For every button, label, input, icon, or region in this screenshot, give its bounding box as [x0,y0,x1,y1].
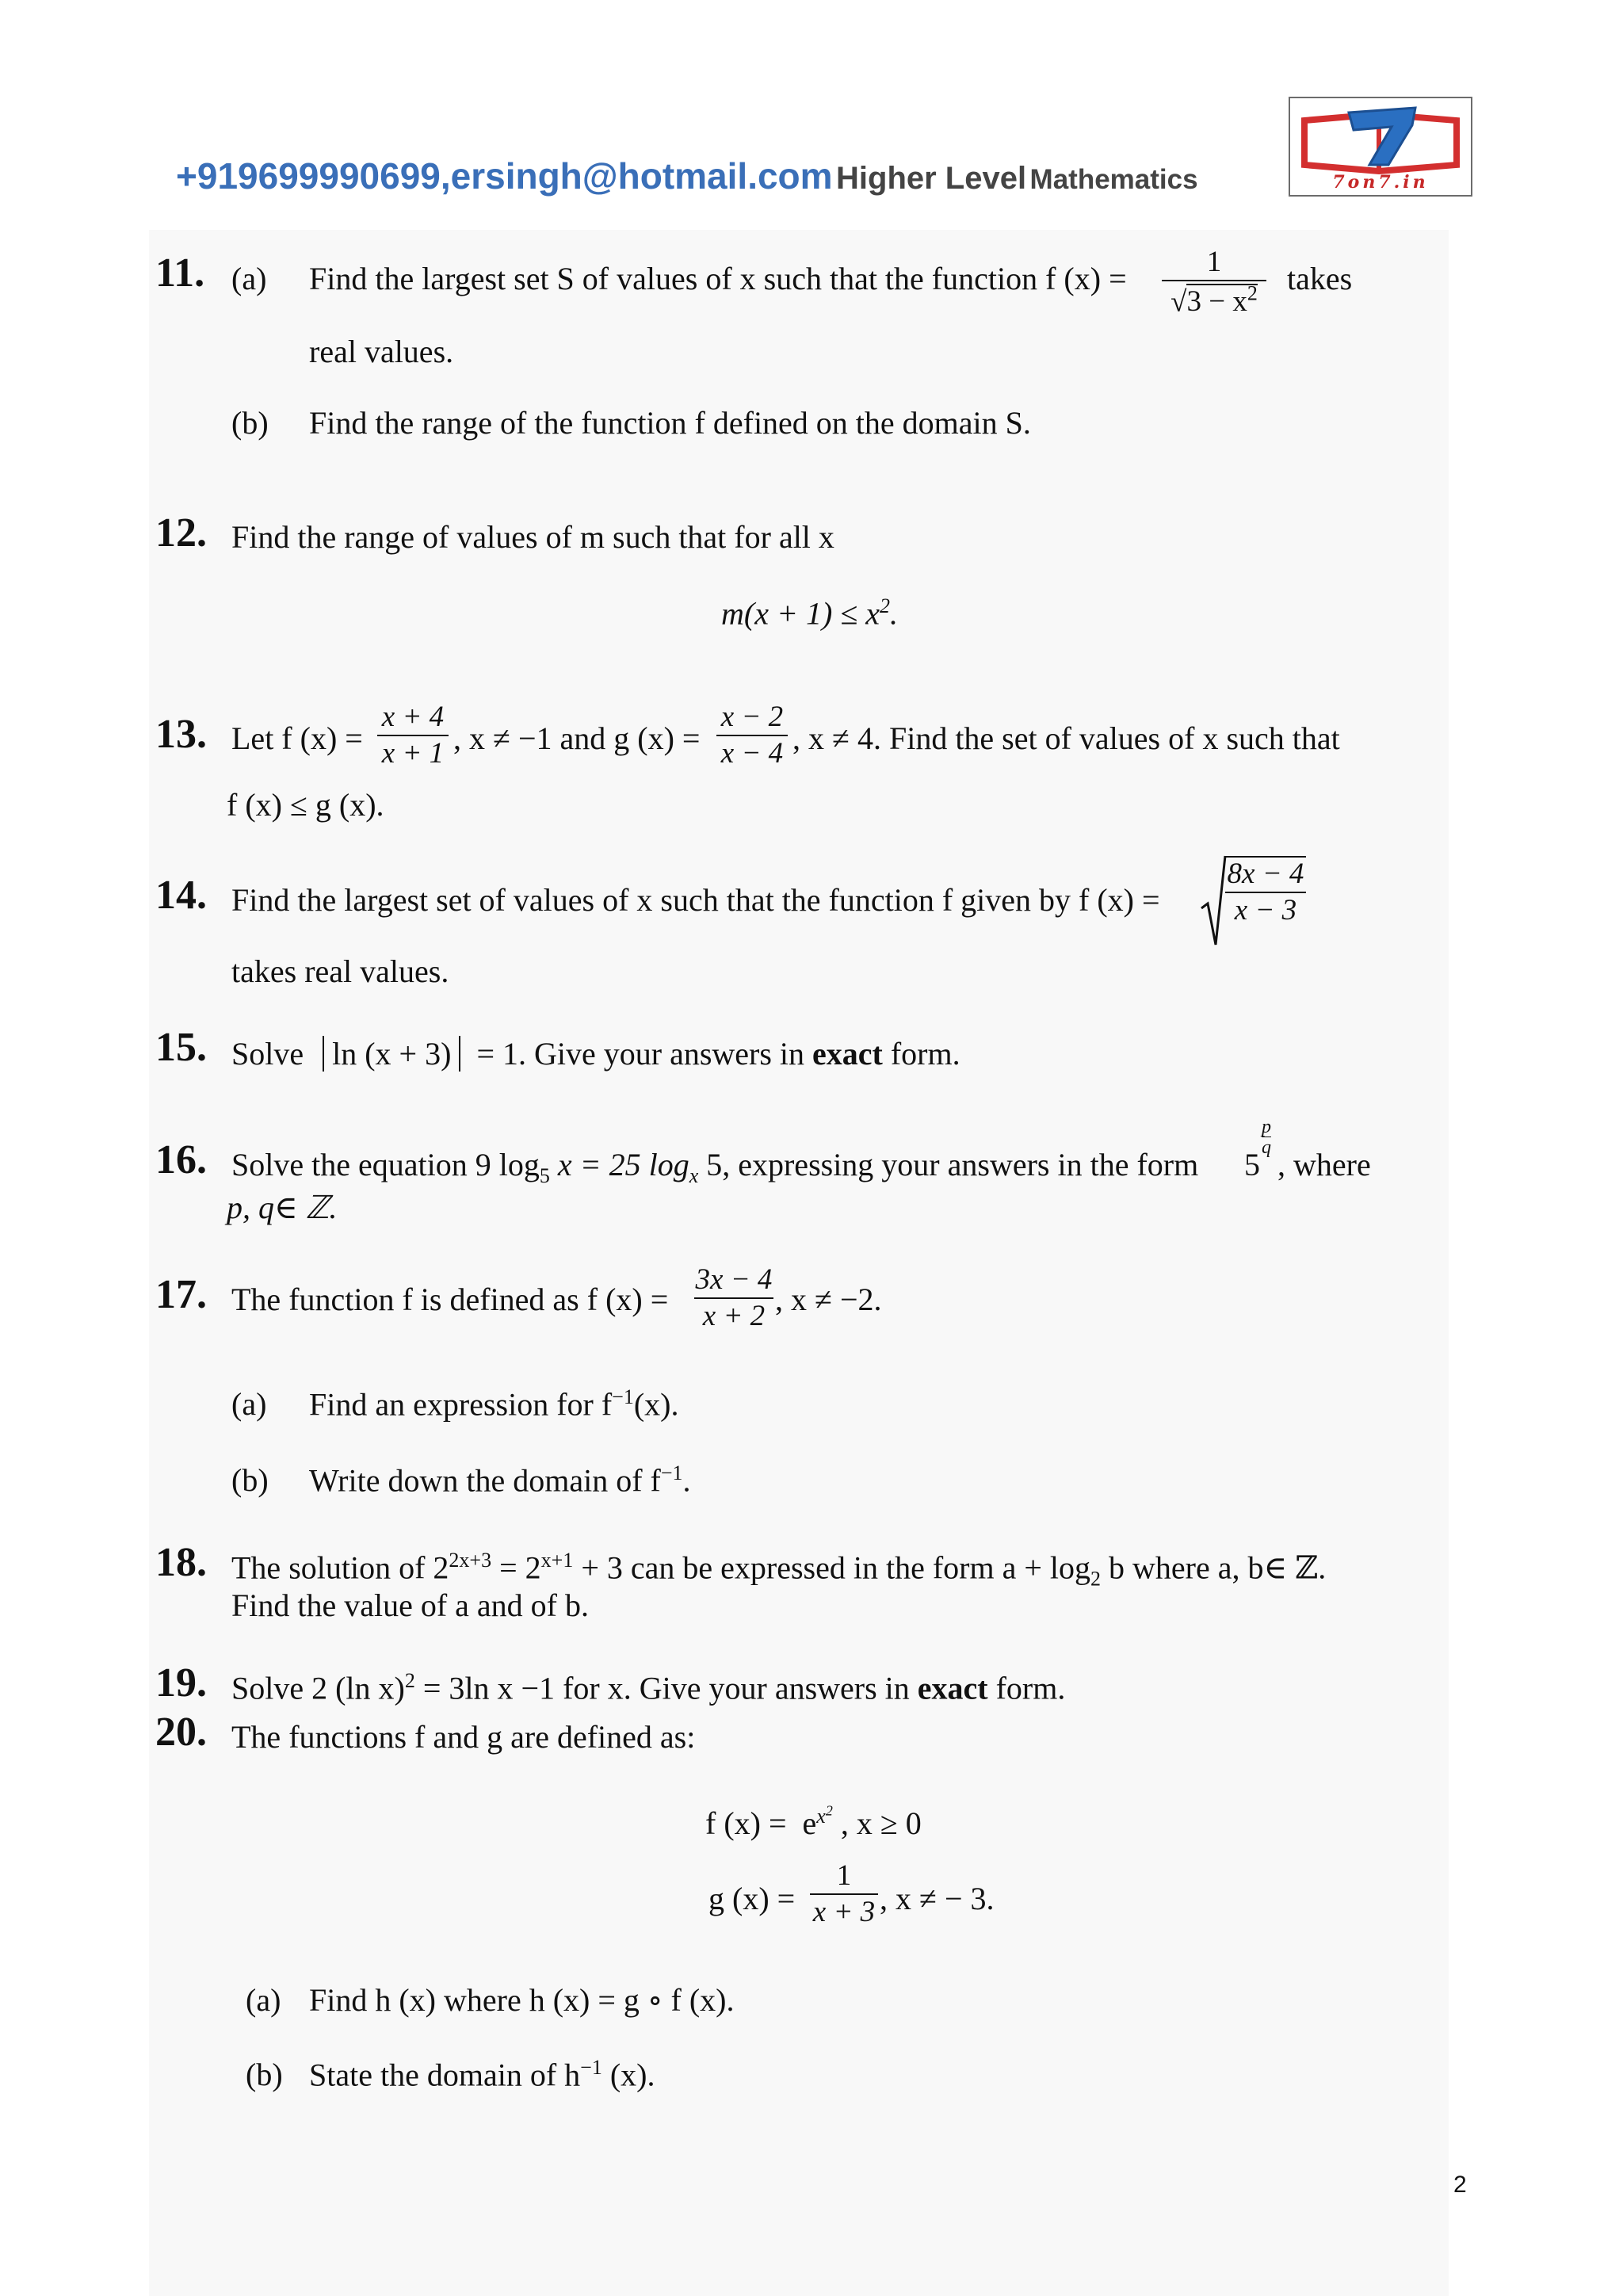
question-text: Find the range of values of m such that for all x [231,519,834,555]
question-text [309,1385,678,1423]
fraction-expression [694,1263,773,1334]
subject-label: Mathematics [1029,164,1198,195]
page-header [176,155,1198,197]
question-text: , x ≠ 4. Find the set of values of x such that [792,720,1340,756]
fraction-numerator: 1 [1206,246,1222,278]
function-definition [705,1802,922,1842]
question-number: 14. [155,873,207,918]
text-part: Solve 2 (ln x) [231,1670,405,1706]
equation-text: m(x + 1) ≤ x [721,595,880,632]
fraction-numerator: 8x − 4 [1227,858,1304,890]
subscript: x [689,1164,699,1187]
fraction-denominator: x − 3 [1234,893,1297,926]
question-text: , x ≠ − 3. [880,1881,995,1916]
question-number: 11. [155,250,205,296]
subscript: 5 [539,1164,550,1187]
sqrt-icon [1200,853,1227,948]
exp-exp: 2 [825,1802,833,1818]
question-text: Find the largest set S of values of x such that the function f (x) = [309,261,1127,296]
emphasis-text: exact [812,1036,883,1072]
emphasis-text: exact [917,1670,988,1706]
text-part: Find an expression for f [309,1386,613,1423]
question-text [231,1549,1326,1591]
text-part: , x ≥ 0 [840,1805,922,1841]
exp-var: x [816,1804,826,1828]
part-label: (a) [246,1982,281,2018]
part-label: (a) [231,1386,267,1422]
text-part: = 3ln x −1 for x. Give your answers in [414,1670,910,1706]
svg-text:7on7.in: 7on7.in [1332,172,1429,193]
equation-tail: . [889,595,898,632]
text-part: form. [995,1670,1066,1706]
question-number: 19. [155,1660,207,1706]
text-part: Write down the domain of f [309,1462,661,1499]
question-text: Find the largest set of values of x such that the function f given by f (x) = [231,882,1160,918]
radicand-text: 3 − x [1186,285,1247,318]
question-text: The functions f and g are defined as: [231,1719,696,1755]
text-part: f (x) = [705,1805,787,1841]
page-number: 2 [1453,2172,1467,2198]
superscript: 2x+3 [449,1549,492,1572]
text-part: (x). [601,2057,655,2093]
text-part: The solution of 2 [231,1549,449,1586]
superscript [816,1802,833,1828]
fraction-denominator: $√3 - x^2$ [1170,281,1258,318]
function-definition: g (x) = [708,1881,796,1916]
question-text: The function f is defined as f (x) = [231,1282,669,1317]
question-text: takes real values. [231,953,449,989]
fraction-denominator: x + 1 [381,736,445,770]
fraction-expression [1162,246,1266,319]
superscript: −1 [612,1385,634,1408]
fraction-denominator: x − 4 [720,736,784,770]
radical-sign [1200,853,1227,952]
question-text: Find the range of the function f defined on the domain S. [309,405,1031,441]
site-logo [1289,97,1472,197]
part-label: (b) [231,1462,269,1498]
fraction-numerator: 3x − 4 [695,1263,773,1296]
question-number: 15. [155,1025,207,1070]
superscript: 2 [404,1669,415,1692]
question-text [231,1669,1065,1706]
part-label: (b) [246,2057,283,2092]
level-label: Higher Level [836,161,1027,196]
superscript: −1 [660,1461,683,1484]
text-part: State the domain of h [309,2057,581,2093]
logo-graphic-icon [1290,98,1471,195]
question-text-tail: = 1. Give your answers in [476,1036,805,1072]
question-text: f (x) ≤ g (x). [227,787,384,823]
question-number: 13. [155,712,207,757]
text-part: Solve the equation 9 log [231,1147,540,1182]
fraction-expression [377,701,449,771]
question-number: 12. [155,510,207,556]
subscript: 2 [1090,1567,1102,1591]
fraction-denominator: x + 3 [812,1895,876,1928]
text-part: x = 25 log [557,1147,689,1182]
text-part: . [682,1462,691,1499]
question-text [309,1461,691,1499]
question-text: p, q∈ ℤ. [227,1190,338,1225]
radicand [1186,281,1258,318]
power-base: 5 [1244,1147,1260,1182]
question-text: Find the value of a and of b. [231,1587,589,1623]
question-text: real values. [309,334,454,369]
question-number: 17. [155,1272,207,1317]
fraction-denominator: x + 2 [702,1299,766,1332]
fraction-numerator: x − 2 [720,701,784,733]
fraction-expression [716,701,788,771]
question-word: Solve [231,1036,304,1072]
text-part: 5, expressing your answers in the form [706,1147,1199,1182]
question-text: , x ≠ −2. [775,1282,882,1317]
question-text [231,1035,960,1072]
question-text [231,1146,1198,1188]
question-text: Find h (x) where h (x) = g ∘ f (x). [309,1982,735,2018]
part-label: (b) [231,405,269,441]
exponent-denominator: q [1262,1137,1271,1158]
fraction-numerator: 1 [836,1859,852,1892]
text-part: + 3 can be expressed in the form a + log [573,1549,1091,1586]
fraction-expression [810,1859,878,1930]
question-text-end: form. [890,1036,960,1072]
superscript: −1 [580,2056,602,2079]
part-label: (a) [231,261,267,296]
question-number: 18. [155,1540,207,1585]
absolute-value-expression [323,1036,460,1072]
question-text: Let f (x) = [231,720,363,756]
question-number: 20. [155,1710,207,1755]
contact-info: +919699990699,ersingh@hotmail.com [176,155,833,197]
exponent: 2 [1247,281,1258,305]
question-text: takes [1287,261,1353,296]
text-part: = 2 [491,1549,541,1586]
text-part: (x). [633,1386,679,1423]
question-number: 16. [155,1137,207,1182]
exp-base: e [802,1805,817,1841]
exponent: 2 [879,594,890,617]
abs-expr-text: ln (x + 3) [332,1036,452,1072]
fraction-numerator: x + 4 [381,701,445,733]
exponent-numerator: p [1262,1117,1271,1137]
text-part: b where a, b∈ ℤ. [1101,1549,1327,1586]
superscript: x+1 [540,1549,574,1572]
question-text: , where [1277,1147,1371,1182]
fraction-expression [1225,856,1306,928]
question-text: , x ≠ −1 and g (x) = [453,720,701,756]
equation [721,594,898,632]
question-text [309,2056,655,2093]
